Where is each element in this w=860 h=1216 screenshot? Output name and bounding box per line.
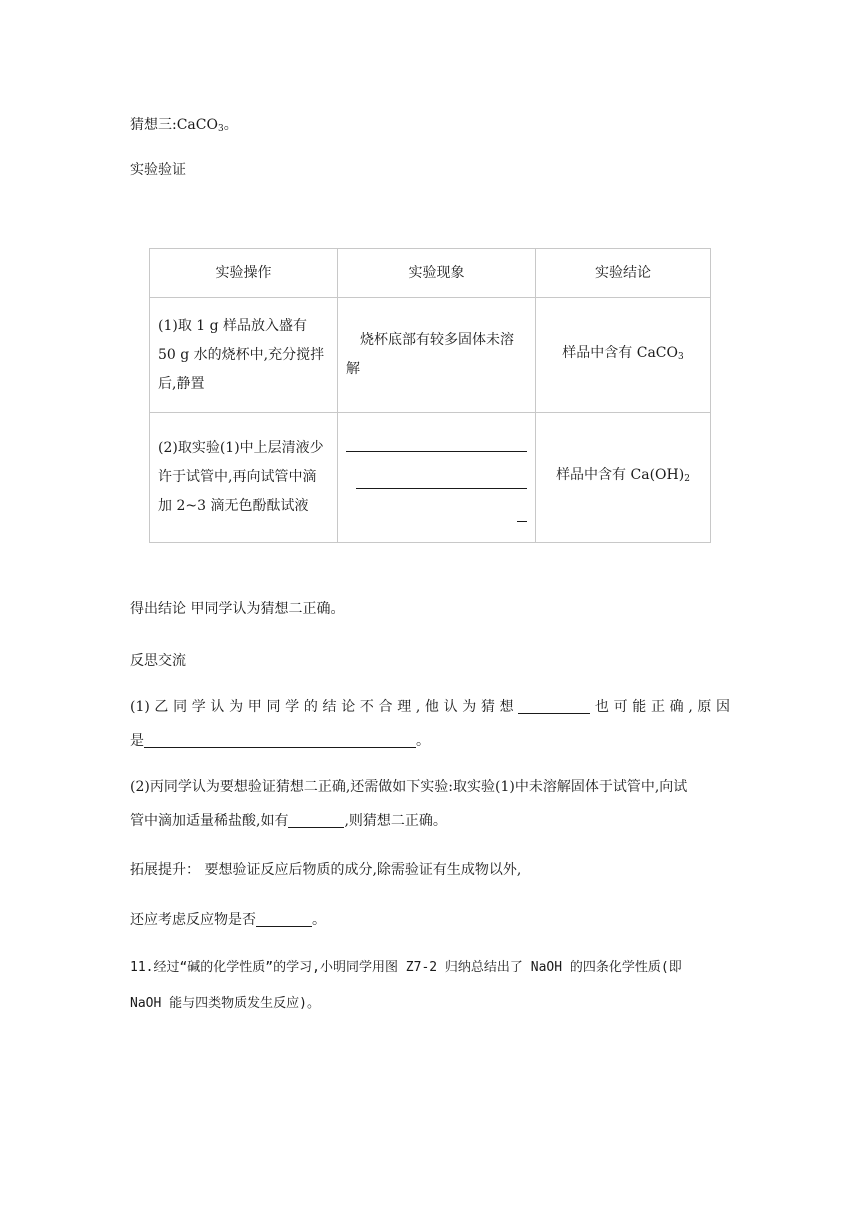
answer-blank[interactable] <box>518 699 590 714</box>
row1-operation: (1)取 1 g 样品放入盛有 50 g 水的烧杯中,充分搅拌后,静置 <box>150 298 338 413</box>
answer-blank[interactable] <box>346 433 527 452</box>
answer-blank[interactable] <box>356 470 527 489</box>
extend-line1: 拓展提升： 要想验证反应后物质的成分,除需验证有生成物以外, <box>130 862 522 878</box>
answer-blank[interactable] <box>144 733 416 748</box>
reflect1-line1: (1) 乙 同 学 认 为 甲 同 学 的 结 论 不 合 理 , 他 认 为 猜 想 也 可 能 正 确 , 原 因 <box>130 699 731 715</box>
extend-line2: 还应考虑反应物是否 。 <box>130 912 326 928</box>
row1-conclusion: 样品中含有 CaCO$_3$ <box>536 298 711 413</box>
conclusion-text: 得出结论 甲同学认为猜想二正确。 <box>130 601 345 617</box>
question-11-line1: 11.经过“碱的化学性质”的学习,小明同学用图 Z7-2 归纳总结出了 NaOH 的四条化学性质(即 <box>130 960 682 975</box>
reflect1-line2: 是 。 <box>130 733 430 749</box>
question-11-line2: NaOH 能与四类物质发生反应)。 <box>130 996 320 1011</box>
header-conclusion: 实验结论 <box>536 249 711 298</box>
answer-blank[interactable] <box>288 813 344 828</box>
table-row <box>150 298 711 413</box>
row1-phenomenon: 烧杯底部有较多固体未溶解 <box>338 298 536 413</box>
experiment-table <box>149 248 711 543</box>
table-header-row <box>150 249 711 298</box>
row2-phenomenon-blank[interactable] <box>338 413 536 543</box>
section-title-reflect: 反思交流 <box>130 653 186 669</box>
header-phenomenon: 实验现象 <box>338 249 536 298</box>
reflect2-line1: (2)丙同学认为要想验证猜想二正确,还需做如下实验:取实验(1)中未溶解固体于试管中,向试 <box>130 779 688 795</box>
row2-operation: (2)取实验(1)中上层清液少许于试管中,再向试管中滴加 2~3 滴无色酚酞试液 <box>150 413 338 543</box>
section-title-verify: 实验验证 <box>130 162 186 178</box>
hypothesis-three: 猜想三:CaCO$_3$。 <box>130 117 238 134</box>
row2-conclusion: 样品中含有 $Ca(OH)_2$ <box>536 413 711 543</box>
header-operation: 实验操作 <box>150 249 338 298</box>
answer-blank[interactable] <box>256 912 312 927</box>
reflect2-line2: 管中滴加适量稀盐酸,如有 ,则猜想二正确。 <box>130 813 447 829</box>
table-row <box>150 413 711 543</box>
answer-blank[interactable] <box>517 507 527 522</box>
